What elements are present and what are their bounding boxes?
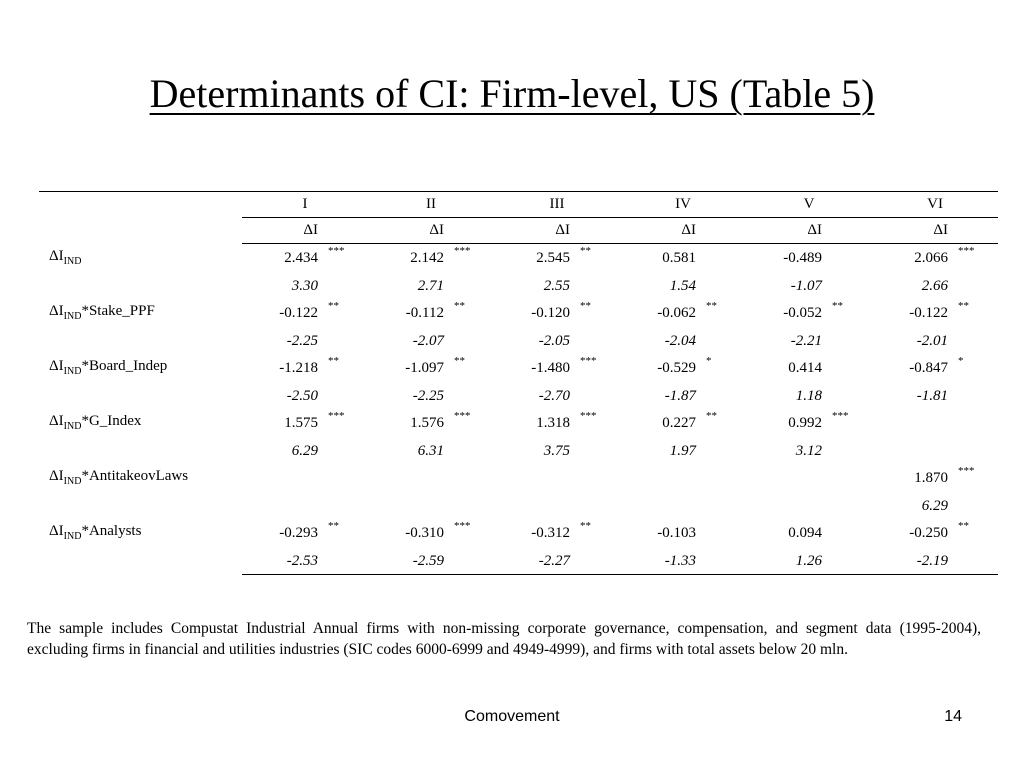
coef-row (39, 244, 998, 274)
variable-label-suffix: *G_Index (81, 412, 142, 429)
tstat-cell: -1.81 (916, 387, 949, 404)
coefficient-cell: 0.992 (788, 415, 823, 431)
coef-row (39, 354, 998, 384)
dependent-variable: ΔI (746, 218, 828, 244)
tstat-spacer (954, 329, 998, 354)
coefficient-cell: -0.122 (279, 305, 318, 321)
tstat-spacer (954, 439, 998, 464)
variable-label (39, 244, 242, 274)
significance-stars (324, 464, 368, 494)
tstat-cell: -2.25 (412, 387, 444, 404)
tstat-row (39, 329, 998, 354)
coefficient-cell: 1.575 (284, 415, 318, 431)
tstat-cell: 6.29 (921, 497, 949, 514)
coefficient-cell (242, 464, 324, 494)
tstat-cell: -1.33 (620, 549, 702, 575)
column-header: I (242, 192, 368, 218)
tstat-spacer (954, 549, 998, 575)
tstat-label-blank (39, 549, 242, 575)
coefficient-cell: -0.529 (657, 360, 696, 376)
header-row-depvar (39, 218, 998, 244)
tstat-cell: 6.31 (417, 442, 444, 459)
significance-stars: *** (454, 519, 471, 532)
variable-label (39, 354, 242, 384)
tstat-label-blank (39, 494, 242, 519)
regression-table (39, 191, 998, 575)
tstat-cell (242, 494, 324, 519)
column-header: III (494, 192, 620, 218)
tstat-cell (620, 494, 702, 519)
column-header: VI (872, 192, 998, 218)
coefficient-cell (368, 464, 450, 494)
tstat-cell: 1.54 (669, 277, 696, 294)
tstat-spacer (450, 274, 494, 299)
significance-stars: ** (328, 519, 339, 532)
tstat-cell: 6.29 (291, 442, 318, 459)
coefficient-cell: -0.052 (783, 305, 823, 321)
tstat-spacer (828, 439, 872, 464)
significance-stars: *** (328, 409, 345, 422)
significance-stars: ** (706, 409, 717, 422)
header-blank (39, 192, 242, 218)
tstat-label-blank (39, 439, 242, 464)
variable-label (39, 519, 242, 549)
tstat-cell: -2.70 (538, 387, 570, 404)
tstat-cell: -2.19 (872, 549, 954, 575)
tstat-cell: 2.55 (543, 277, 570, 294)
regression-table-container (39, 191, 998, 575)
tstat-spacer (702, 549, 746, 575)
tstat-spacer (702, 439, 746, 464)
tstat-row (39, 494, 998, 519)
coefficient-cell: 1.870 (914, 470, 949, 486)
variable-label-subscript: IND (63, 420, 82, 432)
significance-stars (702, 244, 746, 274)
tstat-cell: -2.05 (538, 332, 570, 349)
tstat-spacer (828, 494, 872, 519)
significance-stars: ** (328, 354, 339, 367)
significance-stars (702, 519, 746, 549)
variable-label (39, 464, 242, 494)
significance-stars (828, 519, 872, 549)
variable-label-subscript: IND (63, 365, 82, 377)
coefficient-cell: -0.310 (405, 525, 444, 541)
coefficient-cell: 0.581 (662, 250, 696, 267)
significance-stars (450, 464, 494, 494)
tstat-cell: 1.26 (746, 549, 828, 575)
coef-row (39, 464, 998, 494)
coefficient-cell: 2.066 (914, 250, 949, 267)
header-blank (39, 218, 242, 244)
tstat-cell: -2.53 (242, 549, 324, 575)
tstat-cell: 2.66 (921, 277, 949, 294)
variable-label-subscript: IND (63, 475, 82, 487)
coefficient-cell: -1.480 (531, 360, 570, 376)
coefficient-cell: 0.227 (662, 415, 696, 431)
variable-label-prefix: ΔI (49, 467, 64, 484)
variable-label-subscript: IND (63, 530, 82, 542)
significance-stars (828, 464, 872, 494)
coefficient-cell: -0.062 (657, 305, 696, 321)
tstat-cell: -2.01 (916, 332, 949, 349)
tstat-spacer (450, 329, 494, 354)
coefficient-cell (620, 464, 702, 494)
tstat-spacer (702, 274, 746, 299)
variable-label-prefix: ΔI (49, 247, 64, 264)
tstat-label-blank (39, 384, 242, 409)
coefficient-cell: -0.312 (531, 525, 570, 541)
tstat-cell: 2.71 (417, 277, 444, 294)
tstat-spacer (702, 329, 746, 354)
tstat-spacer (576, 439, 620, 464)
coefficient-cell: 0.414 (788, 360, 823, 376)
tstat-spacer (954, 494, 998, 519)
header-spacer (828, 218, 872, 244)
significance-stars: ** (832, 299, 844, 312)
significance-stars: ** (580, 519, 591, 532)
variable-label (39, 299, 242, 329)
significance-stars: *** (328, 245, 345, 257)
tstat-spacer (324, 274, 368, 299)
tstat-spacer (450, 384, 494, 409)
page-number: 14 (944, 708, 962, 725)
coefficient-cell: 1.576 (410, 415, 444, 431)
column-header: II (368, 192, 494, 218)
significance-stars: ** (454, 299, 465, 312)
tstat-spacer (450, 439, 494, 464)
coef-row (39, 299, 998, 329)
coefficient-cell: -0.103 (657, 525, 696, 541)
tstat-cell: 3.12 (795, 442, 823, 459)
variable-label-prefix: ΔI (49, 357, 64, 374)
coefficient-cell: -0.293 (279, 525, 318, 541)
tstat-cell: -2.27 (494, 549, 576, 575)
tstat-spacer (828, 274, 872, 299)
significance-stars: ** (958, 519, 970, 532)
coefficient-cell (494, 464, 576, 494)
significance-stars: *** (958, 464, 975, 477)
tstat-cell: -1.87 (664, 387, 696, 404)
variable-label-prefix: ΔI (49, 412, 64, 429)
variable-label-suffix: *AntitakeovLaws (81, 467, 189, 484)
tstat-cell: -2.04 (664, 332, 696, 349)
coef-row (39, 519, 998, 549)
footer-title: Comovement (464, 708, 560, 725)
significance-stars (828, 354, 872, 384)
tstat-spacer (324, 494, 368, 519)
coefficient-cell (746, 464, 828, 494)
variable-label-suffix: *Stake_PPF (81, 302, 155, 319)
tstat-cell: 3.75 (543, 442, 570, 459)
tstat-cell (494, 494, 576, 519)
tstat-cell: 1.18 (795, 387, 823, 404)
tstat-spacer (576, 384, 620, 409)
coefficient-cell: -0.847 (909, 360, 949, 376)
header-spacer (576, 218, 620, 244)
variable-label-suffix: *Board_Indep (81, 357, 168, 374)
significance-stars: * (706, 354, 712, 367)
dependent-variable: ΔI (242, 218, 324, 244)
tstat-cell (368, 494, 450, 519)
tstat-spacer (324, 549, 368, 575)
tstat-spacer (954, 384, 998, 409)
tstat-cell: -1.07 (790, 277, 823, 294)
significance-stars: *** (454, 409, 471, 422)
tstat-spacer (702, 384, 746, 409)
tstat-spacer (576, 274, 620, 299)
variable-label-prefix: ΔI (49, 522, 64, 539)
header-spacer (450, 218, 494, 244)
tstat-cell: 3.30 (291, 277, 318, 294)
tstat-row (39, 384, 998, 409)
tstat-spacer (324, 439, 368, 464)
tstat-spacer (954, 274, 998, 299)
dependent-variable: ΔI (872, 218, 954, 244)
table-note: The sample includes Compustat Industrial Annual firms with non-missing corporate governance, compensation, and segment data (1995-2004), excluding firms in financial and utilities industries (SIC codes 6000-6999 and 4949-4999), and firms with total assets below 20 mln. (27, 620, 981, 658)
significance-stars (954, 409, 998, 439)
coefficient-cell: -0.112 (405, 305, 444, 321)
dependent-variable: ΔI (494, 218, 576, 244)
tstat-spacer (324, 329, 368, 354)
tstat-row (39, 274, 998, 299)
significance-stars: *** (580, 409, 597, 422)
tstat-spacer (576, 494, 620, 519)
significance-stars: *** (832, 409, 849, 422)
coefficient-cell: -0.120 (531, 305, 570, 321)
variable-label-subscript: IND (63, 310, 82, 322)
tstat-row (39, 439, 998, 464)
tstat-label-blank (39, 274, 242, 299)
dependent-variable: ΔI (620, 218, 702, 244)
significance-stars (576, 464, 620, 494)
tstat-spacer (828, 549, 872, 575)
significance-stars (702, 464, 746, 494)
tstat-spacer (576, 329, 620, 354)
coefficient-cell (872, 409, 954, 439)
dependent-variable: ΔI (368, 218, 450, 244)
significance-stars: ** (958, 299, 970, 312)
tstat-cell: 1.97 (669, 442, 696, 459)
tstat-cell: -2.21 (790, 332, 823, 349)
header-spacer (954, 218, 998, 244)
tstat-cell (872, 439, 954, 464)
header-spacer (324, 218, 368, 244)
coefficient-cell: 0.094 (788, 525, 823, 541)
significance-stars: ** (328, 299, 339, 312)
tstat-spacer (324, 384, 368, 409)
header-spacer (702, 218, 746, 244)
coefficient-cell: 1.318 (536, 415, 570, 431)
significance-stars: *** (580, 354, 597, 367)
header-row-columns (39, 192, 998, 218)
column-header: V (746, 192, 872, 218)
coefficient-cell: -0.250 (909, 525, 949, 541)
tstat-spacer (450, 549, 494, 575)
significance-stars: *** (958, 245, 975, 257)
tstat-cell: -2.59 (368, 549, 450, 575)
significance-stars: ** (454, 354, 465, 367)
variable-label-prefix: ΔI (49, 302, 64, 319)
coefficient-cell: -1.097 (405, 360, 444, 376)
tstat-spacer (828, 329, 872, 354)
tstat-cell: -2.07 (412, 332, 444, 349)
variable-label-suffix: *Analysts (81, 522, 142, 539)
tstat-spacer (828, 384, 872, 409)
coefficient-cell: 2.434 (284, 250, 318, 267)
tstat-spacer (576, 549, 620, 575)
significance-stars: ** (580, 299, 591, 312)
tstat-cell: -2.50 (286, 387, 318, 404)
significance-stars: * (958, 354, 964, 367)
tstat-spacer (702, 494, 746, 519)
significance-stars: ** (580, 245, 591, 257)
coefficient-cell: 2.545 (536, 250, 570, 267)
significance-stars: *** (454, 245, 471, 257)
coefficient-cell: 2.142 (410, 250, 444, 267)
tstat-label-blank (39, 329, 242, 354)
variable-label-subscript: IND (63, 255, 82, 267)
column-header: IV (620, 192, 746, 218)
significance-stars (828, 244, 872, 274)
significance-stars: ** (706, 299, 717, 312)
coefficient-cell: -1.218 (279, 360, 318, 376)
coefficient-cell: -0.122 (909, 305, 949, 321)
coef-row (39, 409, 998, 439)
variable-label (39, 409, 242, 439)
slide-title: Determinants of CI: Firm-level, US (Table 5) (149, 71, 875, 116)
tstat-cell: -2.25 (286, 332, 318, 349)
tstat-spacer (450, 494, 494, 519)
tstat-row (39, 549, 998, 575)
coefficient-cell: -0.489 (783, 250, 823, 267)
tstat-cell (746, 494, 828, 519)
